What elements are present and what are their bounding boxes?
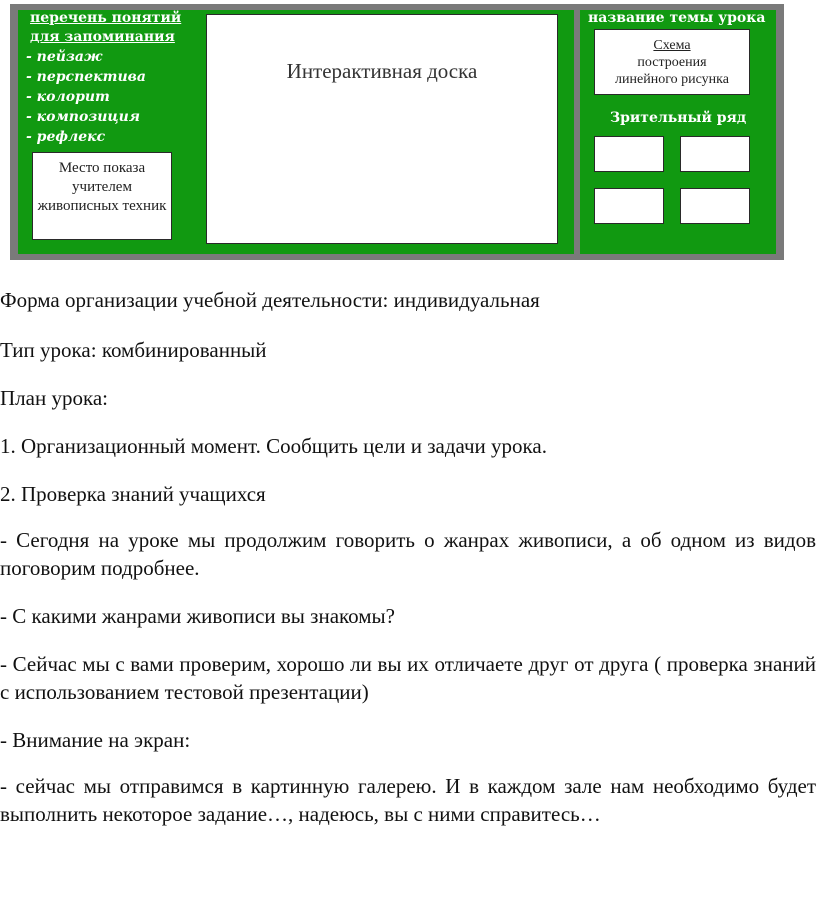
paragraph: - Сегодня на уроке мы продолжим говорить о жанрах живописи, а об одном из видов поговорим подробнее. bbox=[0, 528, 816, 580]
scheme-line3: линейного рисунка bbox=[615, 72, 729, 87]
visual-thumb bbox=[594, 188, 664, 224]
interactive-board bbox=[206, 14, 558, 244]
paragraph: - С какими жанрами живописи вы знакомы? bbox=[0, 604, 395, 628]
visual-row-title: Зрительный ряд bbox=[610, 110, 747, 126]
terms-title-line2: для запоминания bbox=[30, 29, 175, 45]
visual-thumb bbox=[594, 136, 664, 172]
term-item: - рефлекс bbox=[26, 129, 106, 145]
term-item: - колорит bbox=[26, 89, 110, 105]
teacher-demo-box: Место показа учителем живописных техник bbox=[32, 152, 172, 240]
paragraph: - сейчас мы отправимся в картинную галерею. И в каждом зале нам необходимо будет выполнить некоторое задание…, надеюсь, вы с ними справитесь… bbox=[0, 774, 816, 826]
terms-title-line1: перечень понятий bbox=[30, 10, 182, 26]
scheme-box bbox=[594, 29, 750, 95]
paragraph: План урока: bbox=[0, 386, 108, 410]
paragraph: Форма организации учебной деятельности: индивидуальная bbox=[0, 288, 540, 312]
paragraph: - Внимание на экран: bbox=[0, 728, 191, 752]
paragraph: 2. Проверка знаний учащихся bbox=[0, 482, 266, 506]
lesson-topic-title: название темы урока bbox=[588, 10, 766, 26]
term-item: - перспектива bbox=[26, 69, 146, 85]
paragraph: - Сейчас мы с вами проверим, хорошо ли вы их отличаете друг от друга ( проверка знаний с использованием тестовой презентации) bbox=[0, 652, 816, 704]
board-label: Интерактивная доска bbox=[286, 59, 478, 83]
scheme-line2: построения bbox=[637, 55, 707, 70]
paragraph: Тип урока: комбинированный bbox=[0, 338, 267, 362]
lesson-layout-diagram bbox=[10, 4, 784, 260]
term-item: - пейзаж bbox=[26, 49, 103, 65]
visual-thumb bbox=[680, 188, 750, 224]
paragraph: 1. Организационный момент. Сообщить цели и задачи урока. bbox=[0, 434, 547, 458]
visual-thumb bbox=[680, 136, 750, 172]
term-item: - композиция bbox=[26, 109, 141, 125]
scheme-line1: Схема bbox=[653, 38, 691, 53]
